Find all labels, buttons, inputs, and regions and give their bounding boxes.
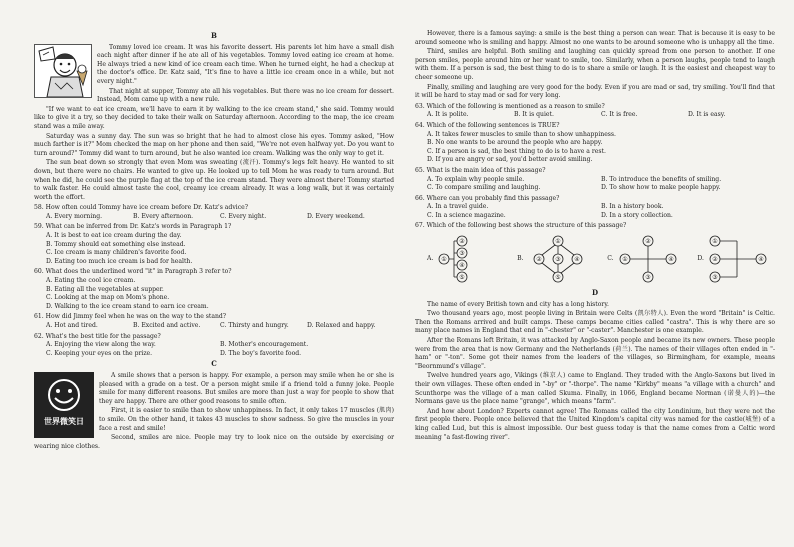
option-c[interactable]: C. Ice cream is many children's favorite food. [46,249,187,257]
right-column [415,30,775,443]
diagram-option-d[interactable] [697,235,769,283]
option-a[interactable]: A. Eating the cool ice cream. [46,277,136,285]
option-d[interactable]: D. To show how to make people happy. [601,184,721,192]
section-b-title: B [211,31,217,40]
option-b[interactable]: B. Eating all the vegetables at supper. [46,285,164,293]
diagram-a-graphic [436,235,498,283]
node-3: ③ [644,274,651,282]
passage-c-paragraph-1: A smile shows that a person is happy. For example, a person may smile when he or she is pleased with a grade on a test. Or a person might smile if a friend told a funny joke. People smile for many different reasons. But smiles are more than just a way for people to show that they are happy. There are other good reasons to smile often. [99,371,394,405]
node-4: ④ [758,256,764,264]
option-d[interactable]: D. It is easy. [688,111,726,119]
option-d[interactable]: D. Every weekend. [307,212,365,220]
question-62-options-row-1 [34,341,394,350]
option-d[interactable]: D. In a story collection. [601,211,673,219]
node-4: ④ [573,256,580,264]
passage-d-paragraph-2: Two thousand years ago, most people living in Britain were Celts (凯尔特人). Even the word "Britain" is Celtic. Then the Romans arrived and built camps. These camps became cities called "castra". This is why there are so many place names in England that end in "-chester" or "-caster". Manchester is one example. [415,310,775,335]
structure-diagrams [415,231,775,287]
option-a[interactable]: A. In a travel guide. [427,203,489,211]
option-b[interactable]: B. To introduce the benefits of smiling. [601,175,722,183]
node-2: ② [644,238,651,246]
diagram-label-c: C. [607,254,614,262]
passage-d-paragraph-3: After the Romans left Britain, it was attacked by Anglo-Saxon people and became its new owners. These people were from the area that is now Germany and the Netherlands (荷兰). The names of their villages often ended in "-ham" or "-ton". Some got their names from the leaders of the villages, so Birmingham, for example, means "Beornmund's village". [415,337,775,370]
passage-b-paragraph-1: Tommy loved ice cream. It was his favorite dessert. His parents let him have a small dish each night after dinner if he ate all of his vegetables. Tommy loved eating ice cream at home. He always tried a new kind of ice cream each time. When he turned eight, he had a checkup at the doctor's office. Dr. Katz said, "It's fine to have a little ice cream once in a while, but not every night." [97,43,394,85]
question-65: 65. What is the main idea of this passage? [415,166,546,174]
option-c[interactable]: C. To compare smiling and laughing. [427,184,541,192]
diagram-b-graphic [527,235,589,283]
option-c[interactable]: C. It is free. [601,111,638,119]
option-a[interactable]: A. Enjoying the view along the way. [46,341,156,349]
option-a[interactable]: A. It is best to eat ice cream during the day. [46,232,182,240]
question-62: 62. What's the best title for the passage? [34,332,161,340]
world-smile-day-logo [34,372,94,438]
option-b[interactable]: B. No one wants to be around the people who are happy. [427,139,603,147]
section-c-title: C [211,359,217,369]
option-d[interactable]: D. Walking to the ice cream stand to earn ice cream. [46,302,209,310]
option-a[interactable]: A. Hot and tired. [46,322,98,329]
ice-cream-boy-illustration [34,44,92,98]
passage-b-paragraph-5: The sun beat down so strongly that even Mom was sweating (流汗). Tommy's legs felt heavy. He wanted to sit down, but there were no chairs. He wanted to give up. He looked up to tell Mom he was ready to turn around. But when he did, he could see the purple flag at the top of the ice cream stand. They were almost there! Tommy started to walk faster. He could almost taste the cool, creamy ice cream already. It was a long walk, but it was certainly worth the effort. [34,159,394,201]
question-63-options [415,111,775,120]
option-c[interactable]: C. Every night. [220,212,267,220]
node-1: ① [441,256,448,264]
passage-c-paragraph-5: Third, smiles are helpful. Both smiling and laughing can quickly spread from one person to another. If one person smiles, people around him or her want to smile, too. Similarly, when a person laughs, people tend to laugh with them. If a person is sad, the best thing to do is to share a smile or laugh. It is the easiest and cheapest way to cheer someone up. [415,48,775,81]
question-62-options-row-2 [34,350,394,359]
question-58: 58. How often could Tommy have ice cream before Dr. Katz's advice? [34,204,249,212]
question-60: 60. What does the underlined word "it" in Paragraph 3 refer to? [34,268,232,276]
question-65-options-row-1 [415,176,775,185]
question-61: 61. How did Jimmy feel when he was on the way to the stand? [34,313,227,321]
passage-b-paragraph-3: "If we want to eat ice cream, we'll have to earn it by walking to the ice cream stand," she said. Tommy would like to give it a try, so they decided to take their walk on Saturday afternoon. According to the map, the ice cream stand was a mile away. [34,105,394,130]
question-65-options-row-2 [415,184,775,193]
passage-c-paragraph-4: However, there is a famous saying: a smile is the best thing a person can wear. That is because it is easy to be around someone who is smiling and happy. Almost no one wants to be around someone who is unhappy all the time. [415,30,775,46]
option-a[interactable]: A. It is polite. [427,111,469,119]
option-c[interactable]: C. Thirsty and hungry. [220,322,289,329]
node-3: ③ [554,256,561,264]
node-3: ③ [712,274,718,282]
question-64: 64. Which of the following sentences is TRUE? [415,121,560,129]
question-66-options-row-2 [415,212,775,221]
option-a[interactable]: A. It takes fewer muscles to smile than to show unhappiness. [427,130,616,138]
option-b[interactable]: B. Mother's encouragement. [220,341,309,349]
option-d[interactable]: D. Eating too much ice cream is bad for health. [46,257,193,265]
option-a[interactable]: A. To explain why people smile. [427,175,525,183]
option-b[interactable]: B. Tommy should eat something else instead. [46,240,186,248]
node-2: ② [459,238,466,246]
question-59: 59. What can be inferred from Dr. Katz's words in Paragraph 1? [34,223,232,231]
passage-b-paragraph-2: That night at supper, Tommy ate all his vegetables. But there was no ice cream for dessert. Instead, Mom came up with a new rule. [97,87,394,104]
option-d[interactable]: D. If you are angry or sad, you'd better avoid smiling. [427,156,593,164]
diagram-label-d: D. [697,254,704,262]
option-c[interactable]: C. Looking at the map on Mom's phone. [46,294,170,302]
option-d[interactable]: D. Relaxed and happy. [307,322,376,329]
option-c[interactable]: C. If a person is sad, the best thing to do is to have a rest. [427,147,606,155]
question-66-options-row-1 [415,203,775,212]
diagram-label-b: B. [517,254,524,262]
diagram-c-graphic [617,235,679,283]
diagram-option-b[interactable] [517,235,588,283]
left-column [34,30,394,452]
passage-c-paragraph-2: First, it is easier to smile than to show unhappiness. In fact, it only takes 17 muscles (肌肉) to smile. On the other hand, it takes 43 muscles to show sadness. So give the muscles in your face a rest and smile! [99,407,394,432]
question-66: 66. Where can you probably find this passage? [415,194,560,202]
node-2: ② [712,256,718,264]
node-5: ⑤ [554,274,561,282]
passage-b-paragraph-4: Saturday was a sunny day. The sun was so bright that he had to almost close his eyes. Tommy asked, "How much farther is it?" Mom checked the map on her phone and then said, "We're not even halfway yet. Do you want to turn around?" Tommy did want to turn around, but he also wanted ice cream. Walking was the only way to get it. [34,132,394,157]
node-1: ① [621,256,628,264]
passage-d-paragraph-5: And how about London? Experts cannot agree! The Romans called the city Londinium, but they were not the first people there. People once believed that the United Kingdom's capital city was named for the castle(城堡) of a king called Lud, but this is almost impossible. Our best guess today is that the name comes from a Celtic word meaning "a fast-flowing river". [415,407,775,441]
passage-d-paragraph-1: The name of every British town and city has a long history. [427,300,609,308]
node-2: ② [535,256,542,264]
option-c[interactable]: C. Keeping your eyes on the prize. [46,349,153,357]
option-b[interactable]: B. In a history book. [601,203,664,211]
passage-d-paragraph-4: Twelve hundred years ago, Vikings (维京人) came to England. They traded with the Anglo-Saxons but lived in their own villages. These often ended in "-by" or "-thorpe". The name "Kirkby" means "a village with a church" and Scunthorpe was the village of a man called Skuma. Finally, in 1066, England became Norman (诺曼人的)—the Normans gave us the place name "grange", which means "farm". [415,372,775,406]
node-1: ① [554,238,561,246]
node-5: ⑤ [459,274,466,282]
node-3: ③ [459,250,466,258]
diagram-d-graphic [707,235,769,283]
diagram-option-c[interactable] [607,235,678,283]
passage-c-paragraph-3: Second, smiles are nice. People may try to look nice on the outside by exercising or wearing nice clothes. [34,434,394,450]
option-b[interactable]: B. Excited and active. [133,322,201,329]
node-1: ① [712,238,718,246]
diagram-label-a: A. [427,254,434,262]
question-58-options [34,213,394,222]
option-d[interactable]: D. The boy's favorite food. [220,349,302,357]
node-4: ④ [667,256,674,264]
section-d-title: D [591,288,599,298]
option-c[interactable]: C. In a science magazine. [427,211,506,219]
question-61-options [34,322,394,331]
option-b[interactable]: B. Every afternoon. [133,212,194,220]
option-a[interactable]: A. Every morning. [46,212,103,220]
option-b[interactable]: B. It is quiet. [514,111,554,119]
question-67: 67. Which of the following best shows the structure of this passage? [415,222,627,230]
logo-text: 世界微笑日 [44,415,84,426]
node-4: ④ [459,262,466,270]
question-63: 63. Which of the following is mentioned as a reason to smile? [415,102,605,110]
diagram-option-a[interactable] [427,235,498,283]
passage-c-paragraph-6: Finally, smiling and laughing are very good for the body. Even if you are mad or sad, try smiling. You'll find that it will be hard to stay mad or sad for very long. [415,83,775,100]
